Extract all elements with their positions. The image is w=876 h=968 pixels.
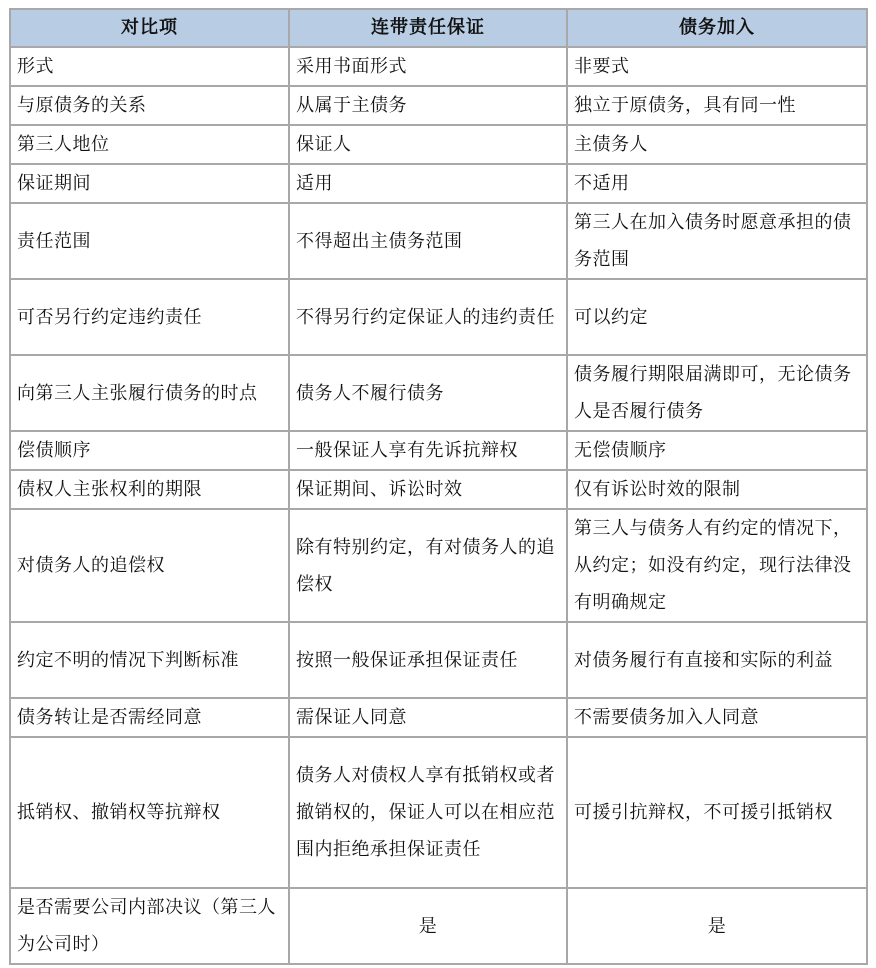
table-row	[10, 509, 867, 622]
row-item: 偿债顺序	[10, 431, 289, 470]
row-joint-guarantee: 不得超出主债务范围	[289, 203, 567, 279]
row-joint-guarantee: 不得另行约定保证人的违约责任	[289, 279, 567, 355]
row-item: 是否需要公司内部决议（第三人为公司时）	[10, 888, 289, 964]
row-debt-joinder: 第三人与债务人有约定的情况下，从约定；如没有约定，现行法律没有明确规定	[567, 509, 867, 622]
row-debt-joinder: 无偿债顺序	[567, 431, 867, 470]
row-item: 保证期间	[10, 164, 289, 203]
row-item: 抵销权、撤销权等抗辩权	[10, 737, 289, 888]
row-item: 可否另行约定违约责任	[10, 279, 289, 355]
table-row	[10, 622, 867, 698]
row-debt-joinder: 主债务人	[567, 125, 867, 164]
table-row	[10, 125, 867, 164]
row-debt-joinder: 可以约定	[567, 279, 867, 355]
row-debt-joinder: 非要式	[567, 47, 867, 86]
row-joint-guarantee: 按照一般保证承担保证责任	[289, 622, 567, 698]
row-joint-guarantee: 需保证人同意	[289, 698, 567, 737]
table-row	[10, 888, 867, 964]
table-header-row	[10, 9, 867, 47]
table-row	[10, 737, 867, 888]
table-row	[10, 470, 867, 509]
row-joint-guarantee: 采用书面形式	[289, 47, 567, 86]
row-item: 债权人主张权利的期限	[10, 470, 289, 509]
row-debt-joinder: 独立于原债务，具有同一性	[567, 86, 867, 125]
header-joint-guarantee: 连带责任保证	[289, 9, 567, 47]
table-row	[10, 203, 867, 279]
row-item: 约定不明的情况下判断标准	[10, 622, 289, 698]
row-item: 向第三人主张履行债务的时点	[10, 355, 289, 431]
row-debt-joinder: 仅有诉讼时效的限制	[567, 470, 867, 509]
comparison-table	[9, 8, 868, 965]
row-debt-joinder: 第三人在加入债务时愿意承担的债务范围	[567, 203, 867, 279]
row-item: 责任范围	[10, 203, 289, 279]
row-debt-joinder: 不需要债务加入人同意	[567, 698, 867, 737]
row-debt-joinder: 债务履行期限届满即可，无论债务人是否履行债务	[567, 355, 867, 431]
row-item: 与原债务的关系	[10, 86, 289, 125]
row-item: 债务转让是否需经同意	[10, 698, 289, 737]
comparison-table-container	[9, 8, 866, 965]
row-item: 第三人地位	[10, 125, 289, 164]
row-joint-guarantee: 适用	[289, 164, 567, 203]
row-debt-joinder: 是	[567, 888, 867, 964]
row-joint-guarantee: 债务人对债权人享有抵销权或者撤销权的，保证人可以在相应范围内拒绝承担保证责任	[289, 737, 567, 888]
row-debt-joinder: 对债务履行有直接和实际的利益	[567, 622, 867, 698]
table-row	[10, 47, 867, 86]
row-item: 对债务人的追偿权	[10, 509, 289, 622]
row-item: 形式	[10, 47, 289, 86]
table-row	[10, 431, 867, 470]
row-debt-joinder: 可援引抗辩权，不可援引抵销权	[567, 737, 867, 888]
row-joint-guarantee: 保证人	[289, 125, 567, 164]
table-row	[10, 698, 867, 737]
table-row	[10, 355, 867, 431]
table-row	[10, 164, 867, 203]
row-joint-guarantee: 债务人不履行债务	[289, 355, 567, 431]
table-row	[10, 279, 867, 355]
table-row	[10, 86, 867, 125]
row-joint-guarantee: 除有特别约定，有对债务人的追偿权	[289, 509, 567, 622]
row-joint-guarantee: 从属于主债务	[289, 86, 567, 125]
header-debt-joinder: 债务加入	[567, 9, 867, 47]
header-item: 对比项	[10, 9, 289, 47]
row-debt-joinder: 不适用	[567, 164, 867, 203]
row-joint-guarantee: 一般保证人享有先诉抗辩权	[289, 431, 567, 470]
row-joint-guarantee: 保证期间、诉讼时效	[289, 470, 567, 509]
row-joint-guarantee: 是	[289, 888, 567, 964]
